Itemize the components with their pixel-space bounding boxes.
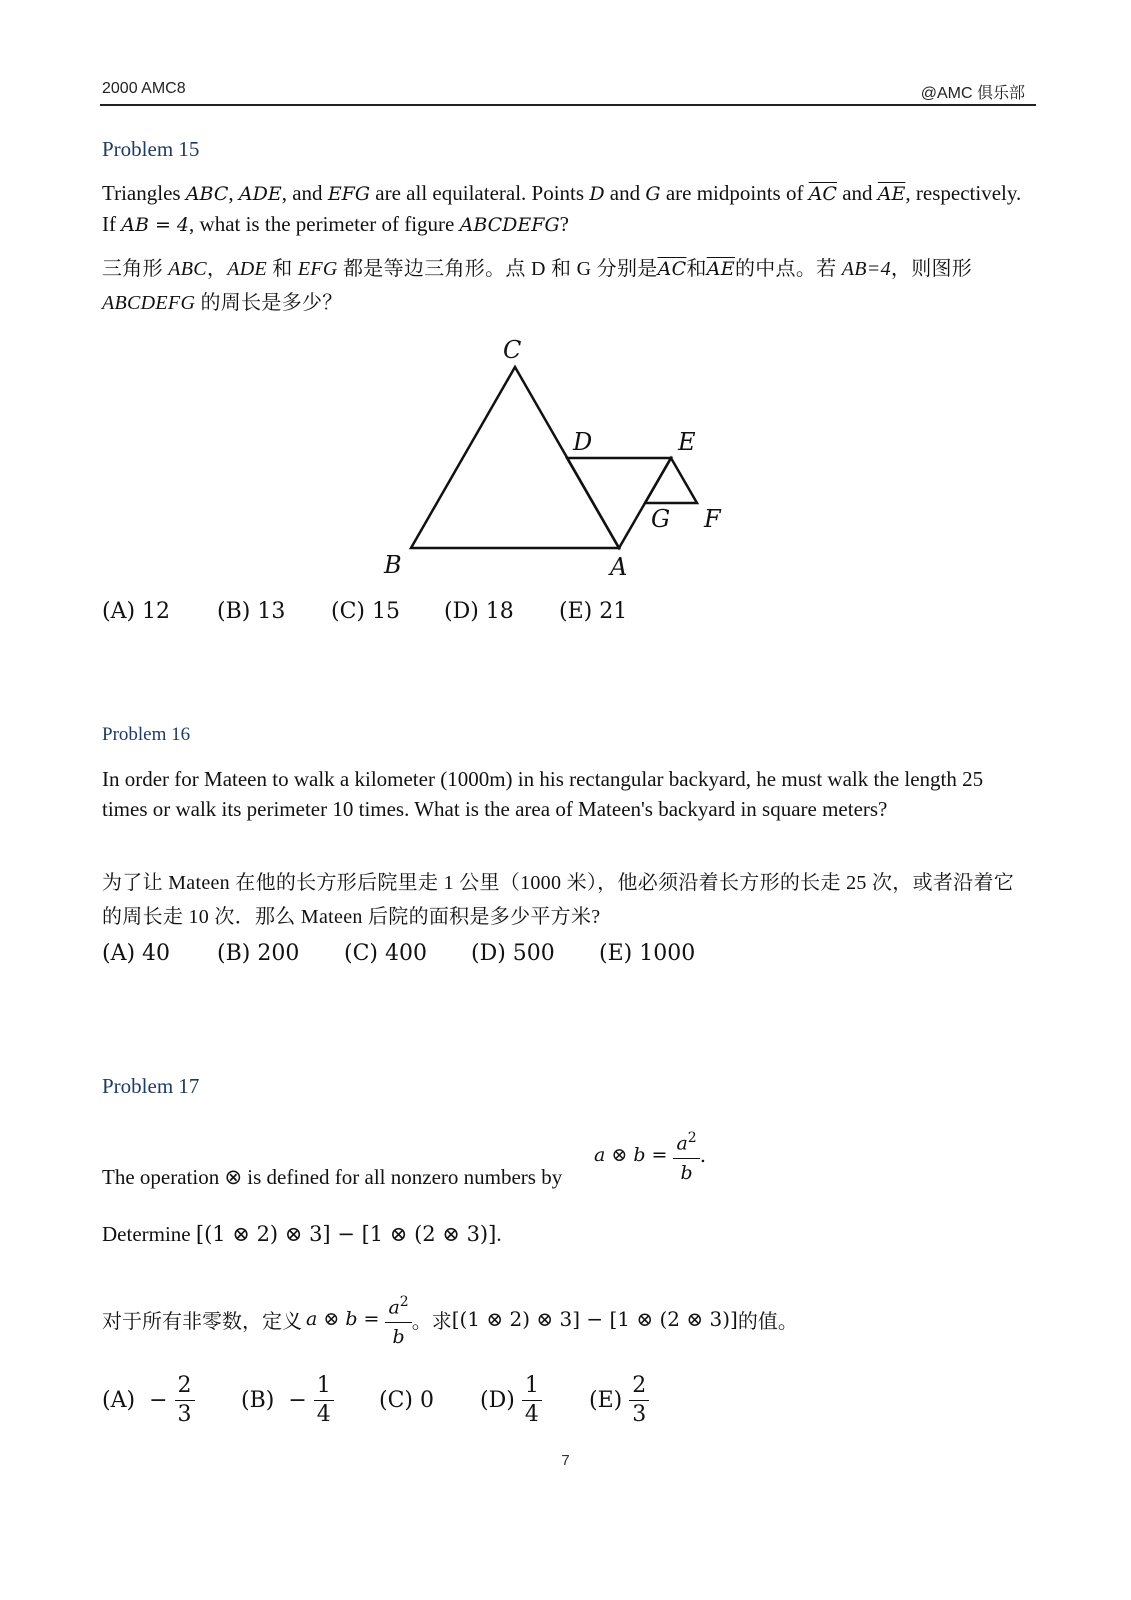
choice-c: (C) 0 — [379, 1388, 434, 1413]
problem-17-determine: Determine [(1 ⊗ 2) ⊗ 3] − [1 ⊗ (2 ⊗ 3)]. — [102, 1222, 502, 1246]
problem-17-text-zh: 对于所有非零数，定义 a ⊗ b = $\frac{a^2}{b}$ 。求 [(1 ⊗ 2) ⊗ 3] − [1 ⊗ (2 ⊗ 3)] 的值。 — [102, 1288, 798, 1351]
problem-16-text-zh: 为了让 Mateen 在他的长方形后院里走 1 公里（1000 米），他必须沿着长方形的长走 25 次，或者沿着它的周长走 10 次．那么 Mateen 后院的面积是多少平方米? — [102, 872, 1015, 928]
problem-16-choices — [102, 941, 695, 966]
choice-d: (D) $\frac{1}{4}$ — [480, 1372, 589, 1429]
triangle-efg — [645, 458, 697, 503]
definition-formula: a ⊗ b = $\frac{a^2}{b}$ . — [594, 1124, 706, 1187]
problem-17-choices — [102, 1372, 649, 1429]
choice-a: (A) − $\frac{2}{3}$ — [102, 1372, 241, 1429]
choice-a: (A) 12 — [102, 599, 171, 624]
choice-a: (A) 40 — [102, 941, 171, 966]
choice-c: (C) 400 — [344, 941, 427, 966]
problem-16-text-en: In order for Mateen to walk a kilometer (1000m) in his rectangular backyard, he must walk the length 25 times or walk its perimeter 10 times. What is the area of Mateen's backyard in square meters? — [102, 767, 984, 821]
problem-17-title: Problem 17 — [102, 1074, 200, 1098]
label-a: A — [610, 553, 628, 581]
label-d: D — [573, 428, 593, 456]
header-right: @AMC 俱乐部 — [920, 85, 1025, 102]
label-g: G — [651, 505, 671, 533]
choice-d: (D) 500 — [471, 941, 555, 966]
choice-b: (B) 13 — [217, 599, 286, 624]
choice-c: (C) 15 — [331, 599, 400, 624]
choice-e: (E) $\frac{2}{3}$ — [589, 1372, 649, 1429]
label-b: B — [384, 551, 402, 579]
problem-17-text-en: The operation ⊗ is defined for all nonzero numbers by — [102, 1165, 563, 1189]
problem-15-choices — [102, 599, 627, 624]
problem-15-text-zh: 三角形 ABC，ADE 和 EFG 都是等边三角形。点 D 和 G 分别是$\overline{AC}$和$\overline{AE}$的中点。若 AB=4，则图形 ABCDEFG 的周长是多少？ — [102, 258, 973, 314]
label-e: E — [678, 428, 696, 456]
problem-15-title: Problem 15 — [102, 137, 200, 161]
problem-16-title: Problem 16 — [102, 724, 191, 745]
label-f: F — [704, 505, 721, 533]
choice-e: (E) 21 — [559, 599, 628, 624]
choice-b: (B) 200 — [217, 941, 300, 966]
choice-e: (E) 1000 — [599, 941, 696, 966]
header-left: 2000 AMC8 — [102, 80, 186, 97]
choice-b: (B) − $\frac{1}{4}$ — [241, 1372, 379, 1429]
label-c: C — [503, 336, 522, 364]
page-number: 7 — [561, 1452, 570, 1469]
problem-15-text-en: Triangles ABC, ADE, and EFG are all equilateral. Points D and G are midpoints of $\overline{AC}$ and $\overline{AE}$, respectively. If AB = 4, what is the perimeter of figure ABCDEFG? — [102, 181, 1022, 236]
choice-d: (D) 18 — [444, 599, 514, 624]
